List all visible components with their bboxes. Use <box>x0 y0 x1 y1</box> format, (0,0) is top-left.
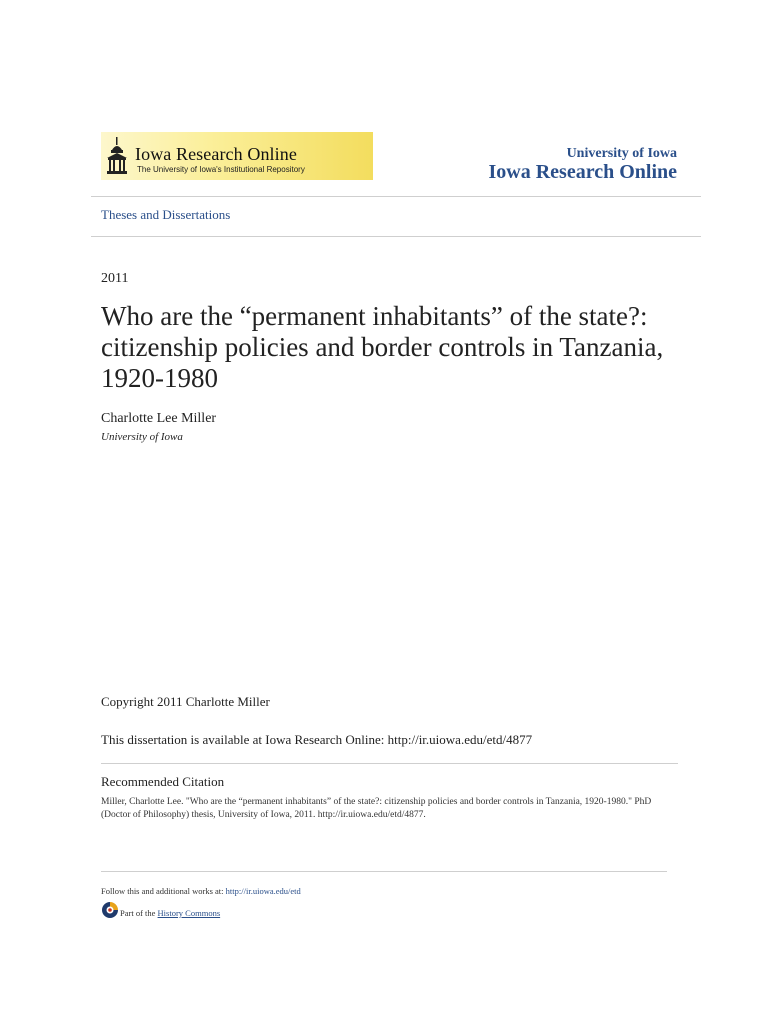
banner-title: Iowa Research Online <box>135 144 297 164</box>
partof-line <box>120 908 220 918</box>
banner-subtitle: The University of Iowa's Institutional Repository <box>137 165 305 174</box>
follow-prefix: Follow this and additional works at: <box>101 886 224 896</box>
university-name[interactable]: University of Iowa <box>566 146 677 161</box>
author-affiliation: University of Iowa <box>101 431 183 443</box>
iro-banner-logo[interactable] <box>101 132 373 180</box>
divider-citation <box>101 763 678 764</box>
citation-text: Miller, Charlotte Lee. "Who are the “permanent inhabitants” of the state?: citizenship policies and border controls in Tanzania, 1920-1980." PhD (Doctor of Philosophy) thesis, University of Iowa, 2011. http://ir.uiowa.edu/etd/4877. <box>101 797 652 820</box>
partof-prefix: Part of the <box>120 908 156 918</box>
availability-notice: This dissertation is available at Iowa Research Online: http://ir.uiowa.edu/etd/4877 <box>101 732 533 747</box>
divider-top <box>91 196 701 197</box>
collection-link[interactable]: Theses and Dissertations <box>101 207 231 222</box>
divider-footer <box>101 871 667 872</box>
document-title: Who are the “permanent inhabitants” of the state?: citizenship policies and border controls in Tanzania, 1920-1980 <box>101 301 664 393</box>
copyright-notice: Copyright 2011 Charlotte Miller <box>101 694 270 709</box>
publication-year: 2011 <box>101 271 129 286</box>
author-name: Charlotte Lee Miller <box>101 411 217 426</box>
divider-nav <box>91 236 701 237</box>
history-commons-link[interactable]: History Commons <box>157 908 221 918</box>
commons-network-icon <box>101 901 119 919</box>
follow-line <box>101 886 301 896</box>
follow-link[interactable]: http://ir.uiowa.edu/etd <box>225 886 301 896</box>
repository-name[interactable]: Iowa Research Online <box>488 161 677 183</box>
citation-heading: Recommended Citation <box>101 774 225 789</box>
old-capitol-icon <box>105 136 129 176</box>
